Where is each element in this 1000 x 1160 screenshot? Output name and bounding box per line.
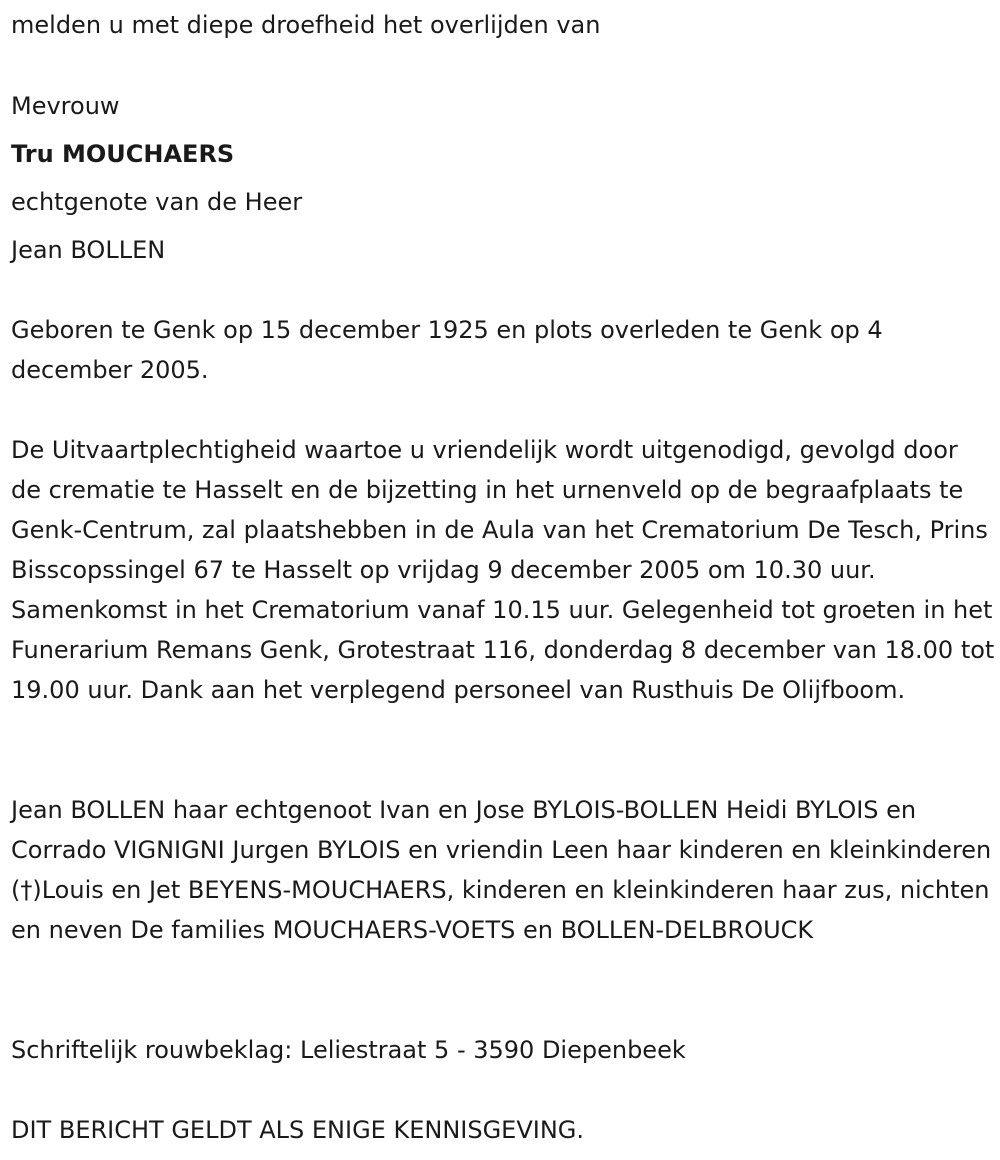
notice-statement: DIT BERICHT GELDT ALS ENIGE KENNISGEVING. [11,1116,585,1144]
intro-text: melden u met diepe droefheid het overlijden van [11,11,601,39]
ceremony-paragraph: De Uitvaartplechtigheid waartoe u vriendelijk wordt uitgenodigd, gevolgd door de crematie te Hasselt en de bijzetting in het urnenveld op de begraafplaats te Genk-Centrum, zal plaatshebben in de Aula van het Crematorium De Tesch, Prins Bisscopssingel 67 te Hasselt op vrijdag 9 december 2005 om 10.30 uur. Samenkomst in het Crematorium vanaf 10.15 uur. Gelegenheid tot groeten in het Funerarium Remans Genk, Grotestraat 116, donderdag 8 december van 18.00 tot 19.00 uur. Dank aan het verplegend personeel van Rusthuis De Olijfboom. [11,436,995,704]
spouse-name: Jean BOLLEN [11,236,166,264]
spouse-intro: echtgenote van de Heer [11,188,303,216]
deceased-name: Tru MOUCHAERS [11,140,235,168]
honorific: Mevrouw [11,92,120,120]
birth-death-paragraph: Geboren te Genk op 15 december 1925 en plots overleden te Genk op 4 december 2005. [11,316,883,384]
condolence-address: Schriftelijk rouwbeklag: Leliestraat 5 - 3590 Diepenbeek [11,1036,686,1064]
family-paragraph: Jean BOLLEN haar echtgenoot Ivan en Jose BYLOIS-BOLLEN Heidi BYLOIS en Corrado VIGNIGNI Jurgen BYLOIS en vriendin Leen haar kinderen en kleinkinderen (†)Louis en Jet BEYENS-MOUCHAERS, kinderen en kleinkinderen haar zus, nichten en neven De families MOUCHAERS-VOETS en BOLLEN-DELBROUCK [11,796,992,944]
